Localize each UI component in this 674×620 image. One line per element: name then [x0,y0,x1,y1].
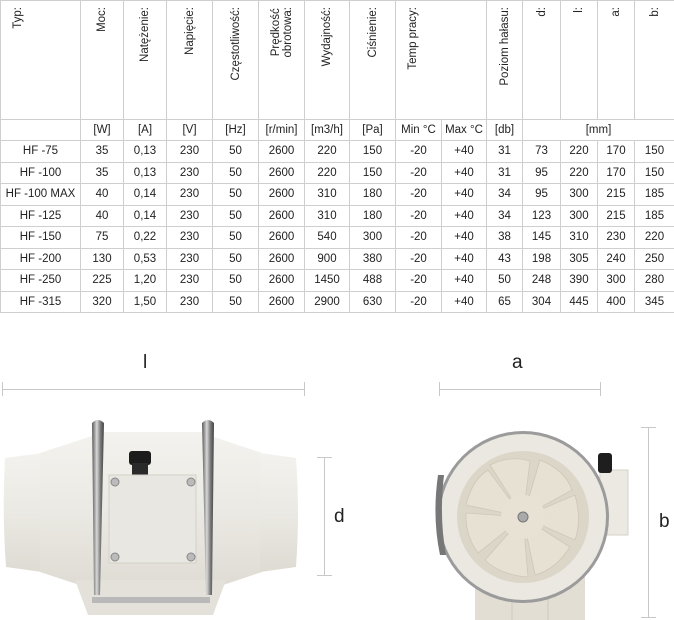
value-cell: 1450 [305,270,350,292]
header-l: l: [561,1,598,120]
value-cell: 2600 [259,248,305,270]
value-cell: 150 [350,162,396,184]
dim-tick [641,617,656,618]
units-row [1,120,674,141]
value-cell: 130 [81,248,124,270]
dim-tick [317,575,332,576]
value-cell: 304 [523,291,561,313]
value-cell: 215 [598,205,635,227]
value-cell: 43 [487,248,523,270]
value-cell: 445 [561,291,598,313]
dim-tick [304,382,305,396]
value-cell: 230 [598,227,635,249]
value-cell: 305 [561,248,598,270]
value-cell: 170 [598,141,635,163]
value-cell: 150 [635,162,674,184]
value-cell: 900 [305,248,350,270]
dim-label-d: d [334,506,345,527]
value-cell: 2900 [305,291,350,313]
model-cell: HF -100 [1,162,81,184]
dim-tick [317,457,332,458]
value-cell: +40 [442,141,487,163]
table-row [1,291,674,313]
dim-line-a [439,389,601,390]
value-cell: 240 [598,248,635,270]
value-cell: 50 [213,291,259,313]
model-cell: HF -150 [1,227,81,249]
value-cell: 0,13 [124,141,167,163]
value-cell: 250 [635,248,674,270]
value-cell: 0,14 [124,205,167,227]
dim-tick [439,382,440,396]
value-cell: 50 [213,270,259,292]
value-cell: 220 [561,162,598,184]
dim-tick [641,427,656,428]
value-cell: 50 [213,205,259,227]
value-cell: 31 [487,141,523,163]
value-cell: 320 [81,291,124,313]
value-cell: 310 [561,227,598,249]
table-row [1,141,674,163]
value-cell: 1,20 [124,270,167,292]
unit-cell: [Pa] [350,120,396,141]
table-row [1,270,674,292]
value-cell: -20 [396,270,442,292]
header-predkosc: Prędkość obrotowa: [259,1,305,120]
value-cell: 230 [167,205,213,227]
value-cell: -20 [396,205,442,227]
value-cell: 300 [598,270,635,292]
value-cell: -20 [396,248,442,270]
value-cell: -20 [396,162,442,184]
value-cell: 50 [213,227,259,249]
value-cell: 220 [305,162,350,184]
value-cell: 2600 [259,291,305,313]
table-row [1,248,674,270]
value-cell: 540 [305,227,350,249]
dim-line-d [324,457,325,576]
unit-cell: [V] [167,120,213,141]
value-cell: 40 [81,205,124,227]
value-cell: 75 [81,227,124,249]
value-cell: 185 [635,184,674,206]
value-cell: +40 [442,291,487,313]
value-cell: 40 [81,184,124,206]
dim-label-l: l [143,352,148,373]
value-cell: 2600 [259,227,305,249]
value-cell: +40 [442,184,487,206]
value-cell: 34 [487,205,523,227]
value-cell: 38 [487,227,523,249]
value-cell: 345 [635,291,674,313]
header-natezenie: Natężenie: [124,1,167,120]
value-cell: 50 [213,184,259,206]
dim-line-l [2,389,305,390]
value-cell: 230 [167,227,213,249]
dim-label-a: a [512,352,523,373]
value-cell: +40 [442,205,487,227]
value-cell: 225 [81,270,124,292]
table-row [1,205,674,227]
value-cell: 180 [350,184,396,206]
value-cell: 310 [305,184,350,206]
value-cell: 2600 [259,162,305,184]
header-typ: Typ: [1,1,81,120]
unit-cell: [A] [124,120,167,141]
header-moc: Moc: [81,1,124,120]
value-cell: 0,14 [124,184,167,206]
header-b: b: [635,1,674,120]
unit-cell: [r/min] [259,120,305,141]
value-cell: 390 [561,270,598,292]
model-cell: HF -100 MAX [1,184,81,206]
dim-line-b [648,427,649,618]
value-cell: +40 [442,162,487,184]
header-wydajnosc: Wydajność: [305,1,350,120]
value-cell: 65 [487,291,523,313]
value-cell: 31 [487,162,523,184]
value-cell: 0,22 [124,227,167,249]
value-cell: 2600 [259,205,305,227]
value-cell: 170 [598,162,635,184]
unit-cell: Max °C [442,120,487,141]
model-cell: HF -75 [1,141,81,163]
header-poziom-halasu: Poziom hałasu: [487,1,523,120]
value-cell: 95 [523,162,561,184]
value-cell: 230 [167,162,213,184]
value-cell: 280 [635,270,674,292]
value-cell: 145 [523,227,561,249]
value-cell: 50 [213,248,259,270]
value-cell: -20 [396,227,442,249]
model-cell: HF -200 [1,248,81,270]
unit-cell: [Hz] [213,120,259,141]
unit-cell: [db] [487,120,523,141]
header-d: d: [523,1,561,120]
value-cell: 1,50 [124,291,167,313]
value-cell: 215 [598,184,635,206]
value-cell: 35 [81,141,124,163]
value-cell: 380 [350,248,396,270]
value-cell: -20 [396,184,442,206]
unit-cell-mm: [mm] [523,120,674,141]
table-row [1,227,674,249]
value-cell: 2600 [259,184,305,206]
value-cell: 488 [350,270,396,292]
table-row [1,184,674,206]
header-a: a: [598,1,635,120]
value-cell: 220 [561,141,598,163]
value-cell: 300 [561,184,598,206]
table-row [1,162,674,184]
value-cell: 2600 [259,141,305,163]
value-cell: 248 [523,270,561,292]
value-cell: 0,53 [124,248,167,270]
value-cell: 2600 [259,270,305,292]
value-cell: 123 [523,205,561,227]
value-cell: 220 [635,227,674,249]
header-row [1,1,674,120]
dim-tick [2,382,3,396]
value-cell: 50 [213,162,259,184]
value-cell: 300 [350,227,396,249]
value-cell: 220 [305,141,350,163]
value-cell: 0,13 [124,162,167,184]
model-cell: HF -315 [1,291,81,313]
value-cell: 34 [487,184,523,206]
value-cell: 198 [523,248,561,270]
value-cell: 35 [81,162,124,184]
value-cell: 310 [305,205,350,227]
header-cisnienie: Ciśnienie: [350,1,396,120]
unit-cell: [W] [81,120,124,141]
value-cell: 230 [167,184,213,206]
dim-tick [600,382,601,396]
value-cell: 95 [523,184,561,206]
value-cell: 400 [598,291,635,313]
header-temp-pracy: Temp pracy: [396,1,487,120]
value-cell: +40 [442,248,487,270]
value-cell: 230 [167,248,213,270]
value-cell: 150 [350,141,396,163]
value-cell: 230 [167,291,213,313]
dim-label-b: b [659,511,670,532]
value-cell: -20 [396,291,442,313]
model-cell: HF -125 [1,205,81,227]
value-cell: 50 [213,141,259,163]
fan-front-view-image [430,425,635,620]
value-cell: +40 [442,270,487,292]
value-cell: +40 [442,227,487,249]
value-cell: 185 [635,205,674,227]
model-cell: HF -250 [1,270,81,292]
fan-side-view-image [0,415,310,620]
value-cell: 150 [635,141,674,163]
value-cell: 50 [487,270,523,292]
value-cell: 180 [350,205,396,227]
unit-cell: Min °C [396,120,442,141]
unit-cell [1,120,81,141]
value-cell: 300 [561,205,598,227]
value-cell: 73 [523,141,561,163]
unit-cell: [m3/h] [305,120,350,141]
value-cell: 230 [167,141,213,163]
value-cell: -20 [396,141,442,163]
header-napiecie: Napięcie: [167,1,213,120]
header-czestotliwosc: Częstotliwość: [213,1,259,120]
value-cell: 230 [167,270,213,292]
value-cell: 630 [350,291,396,313]
